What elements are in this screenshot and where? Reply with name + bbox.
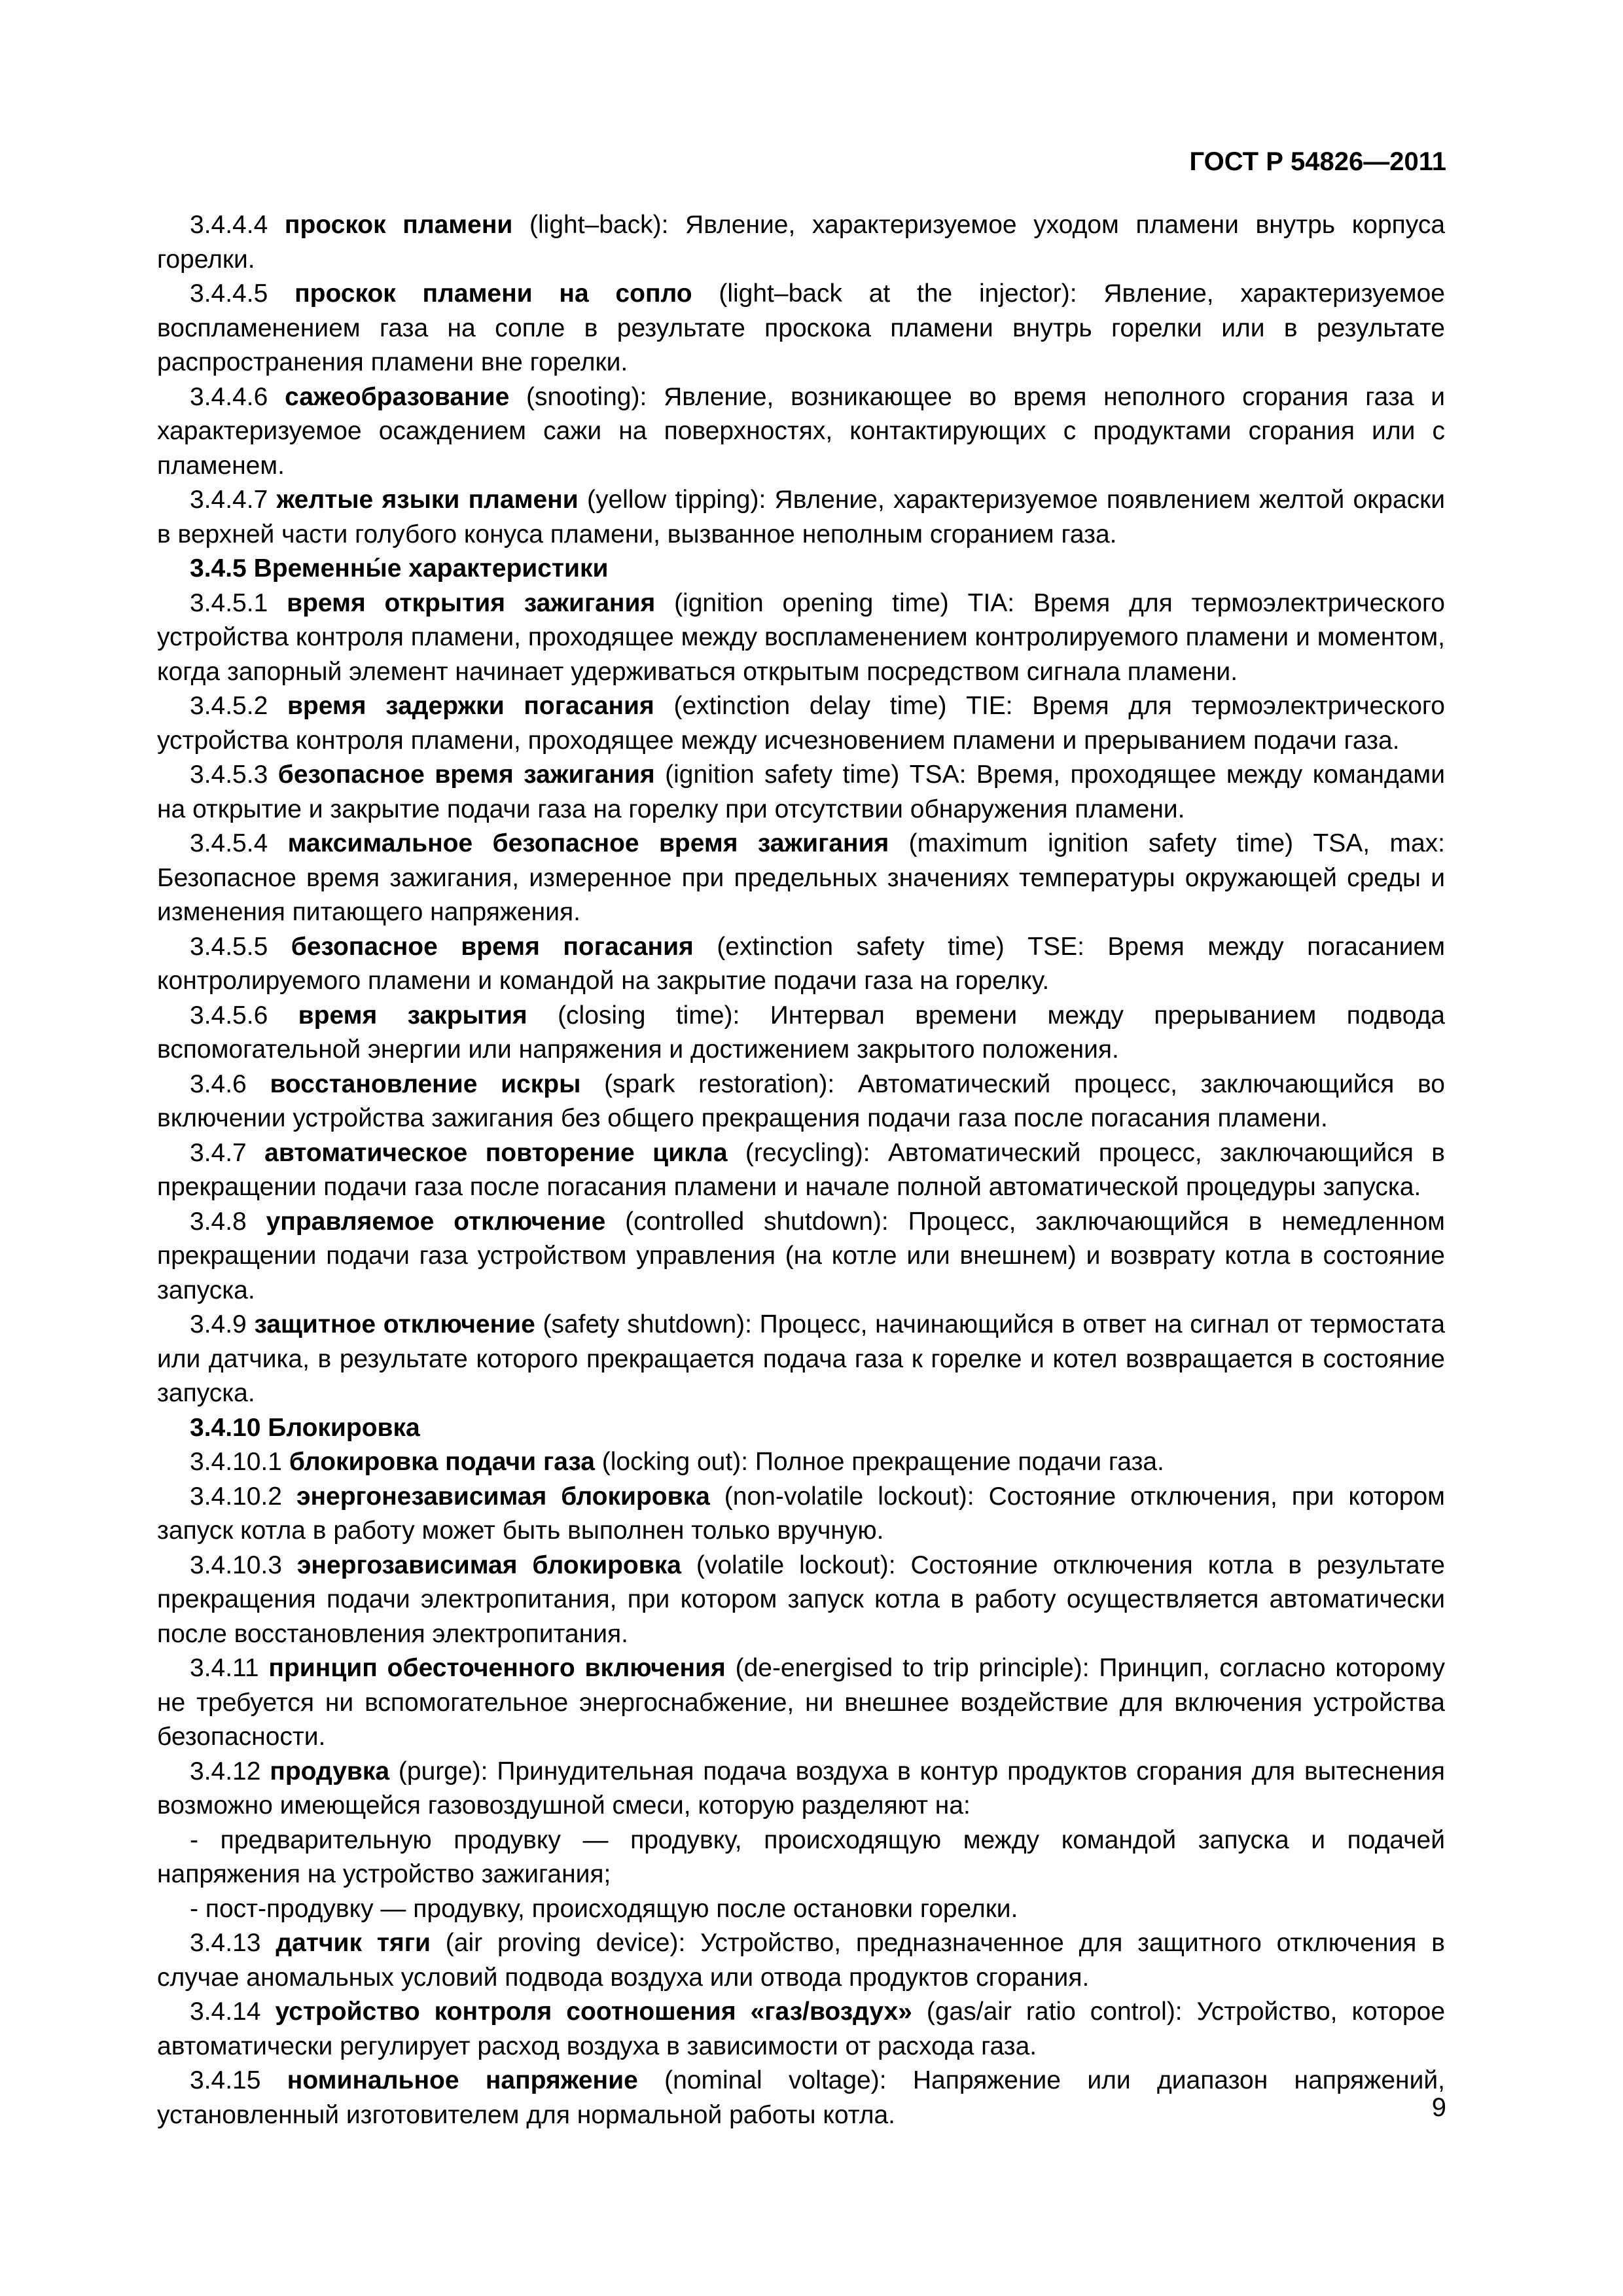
term: принцип обесточенного включения [268, 1654, 726, 1682]
clause-number: 3.4.7 [190, 1138, 247, 1167]
paragraph-3-4-7 [157, 1136, 1445, 1205]
paragraph-3-4-5-5 [157, 930, 1445, 999]
definition: (snooting): Явление, возникающее во время неполного сгорания газа и характеризуемое осаждением сажи на поверхностях, контактирующих с продуктами сгорания или с пламенем. [157, 382, 1445, 480]
list-item-post-purge [157, 1892, 1445, 1927]
clause-number: 3.4.5.6 [190, 1001, 268, 1030]
term: номинальное напряжение [287, 2066, 638, 2094]
term: желтые языки пламени [276, 486, 579, 514]
definition: (purge): Принудительная подача воздуха в контур продуктов сгорания для вытеснения возможно имеющейся газовоздушной смеси, которую разделяют на: [157, 1757, 1445, 1820]
term: продувка [270, 1757, 390, 1785]
paragraph-3-4-11 [157, 1651, 1445, 1755]
term: безопасное время погасания [291, 932, 694, 961]
definition: (light–back at the injector): Явление, характеризуемое воспламенением газа на сопле в результате проскока пламени внутрь горелки или в результате распространения пламени вне горелки. [157, 279, 1445, 376]
clause-number: 3.4.8 [190, 1207, 247, 1236]
term: время задержки погасания [287, 692, 654, 720]
section-title: Блокировка [268, 1413, 420, 1442]
paragraph-3-4-4-5 [157, 277, 1445, 380]
paragraph-3-4-14 [157, 1995, 1445, 2064]
section-number: 3.4.10 [190, 1413, 261, 1442]
clause-number: 3.4.5.3 [190, 761, 268, 789]
paragraph-3-4-9 [157, 1308, 1445, 1411]
list-item-pre-purge [157, 1823, 1445, 1892]
paragraph-3-4-6 [157, 1067, 1445, 1136]
term: блокировка подачи газа [289, 1448, 595, 1476]
document-body [157, 208, 1445, 2132]
paragraph-3-4-10-3 [157, 1549, 1445, 1652]
clause-number: 3.4.11 [190, 1654, 259, 1682]
term: безопасное время зажигания [277, 761, 655, 789]
section-heading-3-4-5 [157, 552, 1445, 586]
term: устройство контроля соотношения «газ/воздух» [275, 1998, 912, 2026]
paragraph-3-4-15 [157, 2064, 1445, 2132]
paragraph-3-4-5-2 [157, 689, 1445, 758]
definition: (recycling): Автоматический процесс, заключающийся в прекращении подачи газа после погасания пламени и начале полной автоматической процедуры запуска. [157, 1138, 1445, 1201]
document-id-header: ГОСТ Р 54826—2011 [1189, 147, 1446, 176]
paragraph-3-4-10-2 [157, 1480, 1445, 1549]
list-item-text: - пост-продувку — продувку, происходящую после остановки горелки. [190, 1894, 1018, 1923]
term: проскок пламени на сопло [294, 279, 692, 308]
definition: (controlled shutdown): Процесс, заключающийся в немедленном прекращении подачи газа устройством управления (на котле или внешнем) и возврату котла в состояние запуска. [157, 1207, 1445, 1304]
term: датчик тяги [276, 1929, 431, 1957]
definition: (ignition safety time) TSA: Время, проходящее между командами на открытие и закрытие подачи газа на горелку при отсутствии обнаружения пламени. [157, 761, 1445, 823]
definition: (yellow tipping): Явление, характеризуемое появлением желтой окраски в верхней части голубого конуса пламени, вызванное неполным сгоранием газа. [157, 486, 1445, 548]
clause-number: 3.4.6 [190, 1069, 247, 1098]
definition: (air proving device): Устройство, предназначенное для защитного отключения в случае аномальных условий подвода воздуха или отвода продуктов сгорания. [157, 1929, 1445, 1992]
paragraph-3-4-4-4 [157, 208, 1445, 277]
paragraph-3-4-4-6 [157, 380, 1445, 484]
clause-number: 3.4.4.6 [190, 382, 268, 411]
definition: (nominal voltage): Напряжение или диапазон напряжений, установленный изготовителем для нормальной работы котла. [157, 2066, 1445, 2129]
paragraph-3-4-4-7 [157, 483, 1445, 552]
definition: (closing time): Интервал времени между прерыванием подвода вспомогательной энергии или напряжения и достижением закрытого положения. [157, 1001, 1445, 1064]
clause-number: 3.4.10.3 [190, 1551, 282, 1579]
definition: (maximum ignition safety time) TSA, max: Безопасное время зажигания, измеренное при предельных значениях температуры окружающей среды и изменения питающего напряжения. [157, 829, 1445, 926]
clause-number: 3.4.10.2 [190, 1482, 282, 1511]
paragraph-3-4-5-6 [157, 999, 1445, 1067]
term: время закрытия [298, 1001, 527, 1030]
term: восстановление искры [270, 1069, 581, 1098]
clause-number: 3.4.5.4 [190, 829, 268, 857]
definition: (safety shutdown): Процесс, начинающийся в ответ на сигнал от термостата или датчика, в результате которого прекращается подача газа к горелке и котел возвращается в состояние запуска. [157, 1310, 1446, 1407]
definition: (spark restoration): Автоматический процесс, заключающийся во включении устройства зажигания без общего прекращения подачи газа после погасания пламени. [157, 1069, 1445, 1132]
paragraph-3-4-13 [157, 1926, 1445, 1995]
term: энергонезависимая блокировка [296, 1482, 710, 1511]
definition: (locking out): Полное прекращение подачи газа. [594, 1448, 1164, 1476]
paragraph-3-4-8 [157, 1205, 1445, 1308]
paragraph-3-4-5-4 [157, 827, 1445, 930]
term: проскок пламени [284, 211, 513, 239]
section-title: Временны́е характеристики [253, 554, 609, 583]
section-number: 3.4.5 [190, 554, 247, 583]
paragraph-3-4-5-1 [157, 586, 1445, 690]
term: управляемое отключение [266, 1207, 606, 1236]
definition: (non-volatile lockout): Состояние отключения, при котором запуск котла в работу может быть выполнен только вручную. [157, 1482, 1445, 1545]
term: максимальное безопасное время зажигания [287, 829, 889, 857]
clause-number: 3.4.14 [190, 1998, 261, 2026]
definition: (gas/air ratio control): Устройство, которое автоматически регулирует расход воздуха в зависимости от расхода газа. [157, 1998, 1446, 2060]
clause-number: 3.4.4.4 [190, 211, 268, 239]
clause-number: 3.4.10.1 [190, 1448, 282, 1476]
paragraph-3-4-12 [157, 1755, 1445, 1823]
clause-number: 3.4.4.5 [190, 279, 268, 308]
clause-number: 3.4.15 [190, 2066, 261, 2094]
section-heading-3-4-10 [157, 1411, 1445, 1446]
definition: (light–back): Явление, характеризуемое уходом пламени внутрь корпуса горелки. [157, 211, 1446, 274]
clause-number: 3.4.5.1 [190, 588, 268, 617]
definition: (volatile lockout): Состояние отключения котла в результате прекращения подачи электропитания, при котором запуск котла в работу осуществляется автоматически после восстановления электропитания. [157, 1551, 1445, 1648]
clause-number: 3.4.9 [190, 1310, 247, 1338]
list-item-text: - предварительную продувку — продувку, происходящую между командой запуска и подачей напряжения на устройство зажигания; [157, 1825, 1445, 1888]
clause-number: 3.4.4.7 [190, 486, 268, 514]
term: энергозависимая блокировка [296, 1551, 681, 1579]
term: время открытия зажигания [287, 588, 656, 617]
clause-number: 3.4.5.5 [190, 932, 268, 961]
clause-number: 3.4.5.2 [190, 692, 268, 720]
term: автоматическое повторение цикла [264, 1138, 728, 1167]
term: сажеобразование [285, 382, 510, 411]
term: защитное отключение [254, 1310, 535, 1338]
definition: (de-energised to trip principle): Принцип, согласно которому не требуется ни вспомогательное энергоснабжение, ни внешнее воздействие для включения устройства безопасности. [157, 1654, 1445, 1751]
paragraph-3-4-5-3 [157, 758, 1445, 827]
page-number: 9 [1431, 2093, 1446, 2122]
clause-number: 3.4.12 [190, 1757, 261, 1785]
definition: (extinction safety time) TSE: Время между погасанием контролируемого пламени и командой на закрытие подачи газа на горелку. [157, 932, 1446, 995]
clause-number: 3.4.13 [190, 1929, 261, 1957]
paragraph-3-4-10-1 [157, 1445, 1445, 1480]
definition: (extinction delay time) TIE: Время для термоэлектрического устройства контроля пламени, проходящее между исчезновением пламени и прерыванием подачи газа. [157, 692, 1445, 755]
definition: (ignition opening time) TIA: Время для термоэлектрического устройства контроля пламени, проходящее между воспламенением контролируемого пламени и моментом, когда запорный элемент начинает удерживаться открытым посредством сигнала пламени. [157, 588, 1446, 686]
